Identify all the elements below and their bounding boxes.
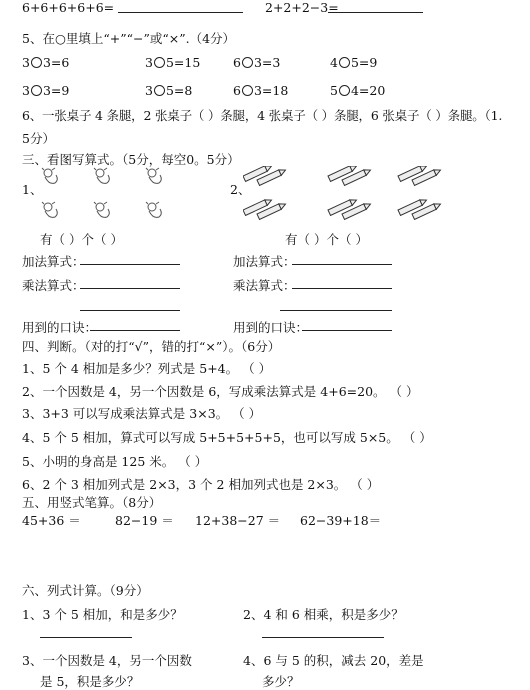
blank-circle <box>242 57 253 68</box>
judge-item: 4、5 个 5 相加，算式可以写成 5+5+5+5+5，也可以写成 5×5。 （ ） <box>22 430 432 445</box>
blank-circle <box>339 85 350 96</box>
answer-line[interactable] <box>302 330 392 331</box>
mul-formula-right-label: 乘法算式： <box>233 278 296 293</box>
animal-picture-icon <box>40 200 62 222</box>
judge-item: 5、小明的身高是 125 米。 （ ） <box>22 454 208 469</box>
judge-item: 3、3+3 可以写成乘法算式是 3×3。 （ ） <box>22 406 262 421</box>
top-left-expression: 6+6+6+6+6= <box>22 0 115 15</box>
answer-line[interactable] <box>40 637 132 638</box>
q5-item[interactable]: 3 5=15 <box>145 55 201 70</box>
q5-item[interactable]: 3 3=6 <box>22 55 70 70</box>
q6-line2: 5分） <box>22 131 55 146</box>
animal-picture-icon <box>40 166 62 188</box>
pencil-groups-icon <box>243 166 473 226</box>
q5-item[interactable]: 3 5=8 <box>145 83 193 98</box>
answer-line[interactable] <box>262 637 384 638</box>
add-formula-left-label: 加法算式： <box>22 254 85 269</box>
rhyme-left-label: 用到的口诀： <box>22 320 98 335</box>
q5-item[interactable]: 6 3=18 <box>233 83 289 98</box>
calc-question-4-line2: 多少？ <box>262 674 300 689</box>
vertical-calc-expr: 45+36 ＝ <box>22 513 81 528</box>
answer-line[interactable] <box>80 288 180 289</box>
q5-title: 5、在○里填上“+”“−”或“×”.（4分） <box>22 31 236 46</box>
blank-circle <box>31 57 42 68</box>
add-formula-right-label: 加法算式： <box>233 254 296 269</box>
top-right-expression: 2+2+2−3= <box>265 0 339 15</box>
blank-circle <box>154 57 165 68</box>
answer-line[interactable] <box>80 264 180 265</box>
judge-item: 2、一个因数是 4，另一个因数是 6，写成乘法算式是 4+6=20。 （ ） <box>22 384 419 399</box>
animal-picture-icon <box>92 166 114 188</box>
q5-item[interactable]: 5 4=20 <box>330 83 386 98</box>
answer-line[interactable] <box>280 310 392 311</box>
section3-title: 三、看图写算式。（5分，每空0。5分） <box>22 152 240 167</box>
animal-picture-icon <box>144 200 166 222</box>
blank-circle <box>242 85 253 96</box>
q6-line1: 6、一张桌子 4 条腿，2 张桌子（ ）条腿，4 张桌子（ ）条腿，6 张桌子（ ）条腿。（1. <box>22 108 503 123</box>
answer-line[interactable] <box>292 264 392 265</box>
calc-question-2: 2、4 和 6 相乘，积是多少？ <box>243 607 404 622</box>
judge-item: 6、2 个 3 相加列式是 2×3，3 个 2 相加列式也是 2×3。 （ ） <box>22 477 380 492</box>
blank-circle <box>154 85 165 96</box>
calc-question-4-line1: 4、6 与 5 的积，减去 20，差是 <box>243 653 424 668</box>
mul-formula-left-label: 乘法算式： <box>22 278 85 293</box>
answer-line[interactable] <box>328 12 423 13</box>
vertical-calc-expr: 12+38−27 ＝ <box>195 513 281 528</box>
vertical-calc-expr: 62−39+18＝ <box>300 513 382 528</box>
calc-question-3-line2: 是 5，积是多少？ <box>40 674 140 689</box>
answer-line[interactable] <box>292 288 392 289</box>
section4-title: 四、判断。（对的打“√”，错的打“×”）。（6分） <box>22 339 281 354</box>
answer-line[interactable] <box>118 12 243 13</box>
calc-question-1: 1、3 个 5 相加，和是多少？ <box>22 607 183 622</box>
picture2-label: 2、 <box>230 182 251 197</box>
have-count-right: 有（ ）个（ ） <box>285 232 368 247</box>
picture1-label: 1、 <box>22 182 43 197</box>
q5-item[interactable]: 6 3=3 <box>233 55 281 70</box>
rhyme-right-label: 用到的口诀： <box>233 320 309 335</box>
calc-question-3-line1: 3、一个因数是 4，另一个因数 <box>22 653 192 668</box>
section6-title: 六、列式计算。（9分） <box>22 583 149 598</box>
judge-item: 1、5 个 4 相加是多少？列式是 5+4。 （ ） <box>22 361 272 376</box>
section5-title: 五、用竖式笔算。（8分） <box>22 495 162 510</box>
q5-item[interactable]: 3 3=9 <box>22 83 70 98</box>
animal-picture-icon <box>92 200 114 222</box>
blank-circle <box>339 57 350 68</box>
answer-line[interactable] <box>80 310 180 311</box>
have-count-left: 有（ ）个（ ） <box>40 232 123 247</box>
answer-line[interactable] <box>90 330 180 331</box>
vertical-calc-expr: 82−19 ＝ <box>115 513 174 528</box>
blank-circle <box>31 85 42 96</box>
animal-picture-icon <box>144 166 166 188</box>
q5-item[interactable]: 4 5=9 <box>330 55 378 70</box>
